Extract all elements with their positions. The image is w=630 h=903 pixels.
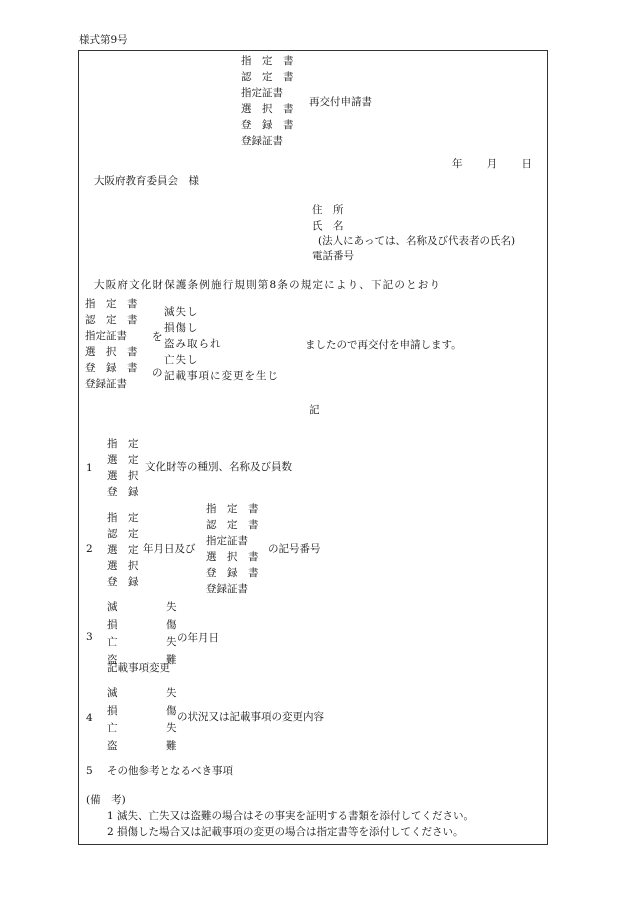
form-number-label: 様式第9号: [79, 34, 128, 46]
item1-type-list: [107, 439, 139, 503]
reason-list: [164, 307, 279, 387]
item1-type: 登 録: [107, 486, 139, 498]
item4-left-char: 損: [107, 704, 118, 717]
item3-right-char: 失: [166, 636, 177, 648]
item2-type: 指 定: [107, 512, 139, 524]
item4-text: の状況又は記載事項の変更内容: [177, 711, 324, 723]
item4-right-char: 傷: [166, 704, 177, 717]
item-number: 4: [86, 712, 93, 724]
item-number: 3: [86, 631, 93, 643]
intro-regulation-text: 大阪府文化財保護条例施行規則第8条の規定により、下記のとおり: [94, 279, 442, 291]
item2-document-list: [206, 504, 259, 600]
item4-left-char: 亡: [107, 722, 118, 734]
item2-type-list: [107, 513, 139, 593]
item2-type: 選 択: [107, 560, 139, 572]
title-doc: 登 録 書: [241, 119, 294, 131]
item2-doc: 指 定 書: [206, 503, 259, 515]
corporation-note: (法人にあっては、名称及び代表者の氏名): [318, 235, 516, 247]
item2-type: 登 録: [107, 576, 139, 588]
notes-heading: (備 考): [86, 794, 126, 806]
intro-doc: 指 定 書: [85, 298, 138, 310]
item2-type: 認 定: [107, 528, 139, 540]
title-doc: 登録証書: [241, 135, 283, 147]
item2-type: 選 定: [107, 544, 139, 556]
reason-item: 損傷し: [164, 322, 199, 334]
item2-doc: 登 録 書: [206, 567, 259, 579]
name-label: 氏 名: [312, 220, 344, 232]
reason-item: 記載事項に変更を生じ: [164, 370, 279, 382]
reason-item: 亡失し: [164, 354, 199, 366]
item1-type: 選 定: [107, 454, 139, 466]
item4-right-char: 失: [166, 687, 177, 699]
item-number: 5: [86, 765, 93, 777]
item4-left-char: 滅: [107, 687, 118, 699]
item3-right-char: 難: [166, 653, 177, 666]
intro-doc: 選 択 書: [85, 346, 138, 358]
item3-right-char: 失: [166, 601, 177, 613]
item3-left-char: 盗: [107, 653, 118, 666]
intro-doc: 指定証書: [85, 330, 127, 342]
intro-doc: 登 録 書: [85, 362, 138, 374]
title-doc: 指定証書: [241, 87, 283, 99]
item1-text: 文化財等の種別、名称及び員数: [145, 461, 292, 473]
item1-type: 選 択: [107, 470, 139, 482]
title-doc: 認 定 書: [241, 71, 294, 83]
item4-right-char: 難: [166, 739, 177, 752]
item4-left-char: 盗: [107, 739, 118, 752]
item2-doc: 指定証書: [206, 535, 248, 547]
reason-item: 盗み取られ: [164, 338, 222, 350]
item3-left-char: 亡: [107, 636, 118, 648]
item2-doc: 登録証書: [206, 583, 248, 595]
title-doc: 指 定 書: [241, 55, 294, 67]
item4-left-chars: [107, 688, 118, 758]
particle-wo: を: [152, 331, 163, 343]
note-2: 2 損傷した場合又は記載事項の変更の場合は指定書等を添付してください。: [107, 826, 464, 838]
item3-right-char: 傷: [166, 618, 177, 631]
item1-type: 指 定: [107, 438, 139, 450]
item2-end-text: の記号番号: [268, 543, 321, 555]
item3-change-text: 記載事項変更: [107, 662, 170, 674]
item5-text: その他参考となるべき事項: [107, 765, 233, 777]
intro-document-list: [85, 299, 138, 395]
date-part: 年: [452, 158, 463, 170]
ki-heading: 記: [309, 404, 320, 416]
particle-no: の: [152, 367, 163, 379]
intro-doc: 認 定 書: [85, 314, 138, 326]
item3-left-char: 滅: [107, 601, 118, 613]
reason-item: 滅失し: [164, 306, 199, 318]
item3-date-suffix: の年月日: [177, 632, 219, 644]
item2-doc: 認 定 書: [206, 519, 259, 531]
phone-label: 電話番号: [312, 250, 354, 262]
item2-doc: 選 択 書: [206, 551, 259, 563]
item3-left-char: 損: [107, 618, 118, 631]
title-suffix: 再交付申請書: [309, 96, 372, 108]
addressee: 大阪府教育委員会 様: [94, 175, 199, 187]
title-document-list: [241, 56, 294, 152]
date-part: 月: [486, 158, 498, 170]
item-number: 2: [86, 543, 93, 555]
address-label: 住 所: [312, 204, 344, 216]
closing-text: ましたので再交付を申請します。: [305, 339, 462, 351]
note-1: 1 滅失、亡失又は盗難の場合はその事実を証明する書類を添付してください。: [107, 810, 475, 822]
item4-right-chars: [166, 688, 177, 758]
item-number: 1: [86, 462, 93, 474]
date-part: 日: [521, 158, 532, 170]
item2-mid-text: 年月日及び: [143, 543, 196, 555]
date-line: [452, 159, 532, 170]
intro-doc: 登録証書: [85, 378, 127, 390]
item4-right-char: 失: [166, 722, 177, 734]
title-doc: 選 択 書: [241, 103, 294, 115]
